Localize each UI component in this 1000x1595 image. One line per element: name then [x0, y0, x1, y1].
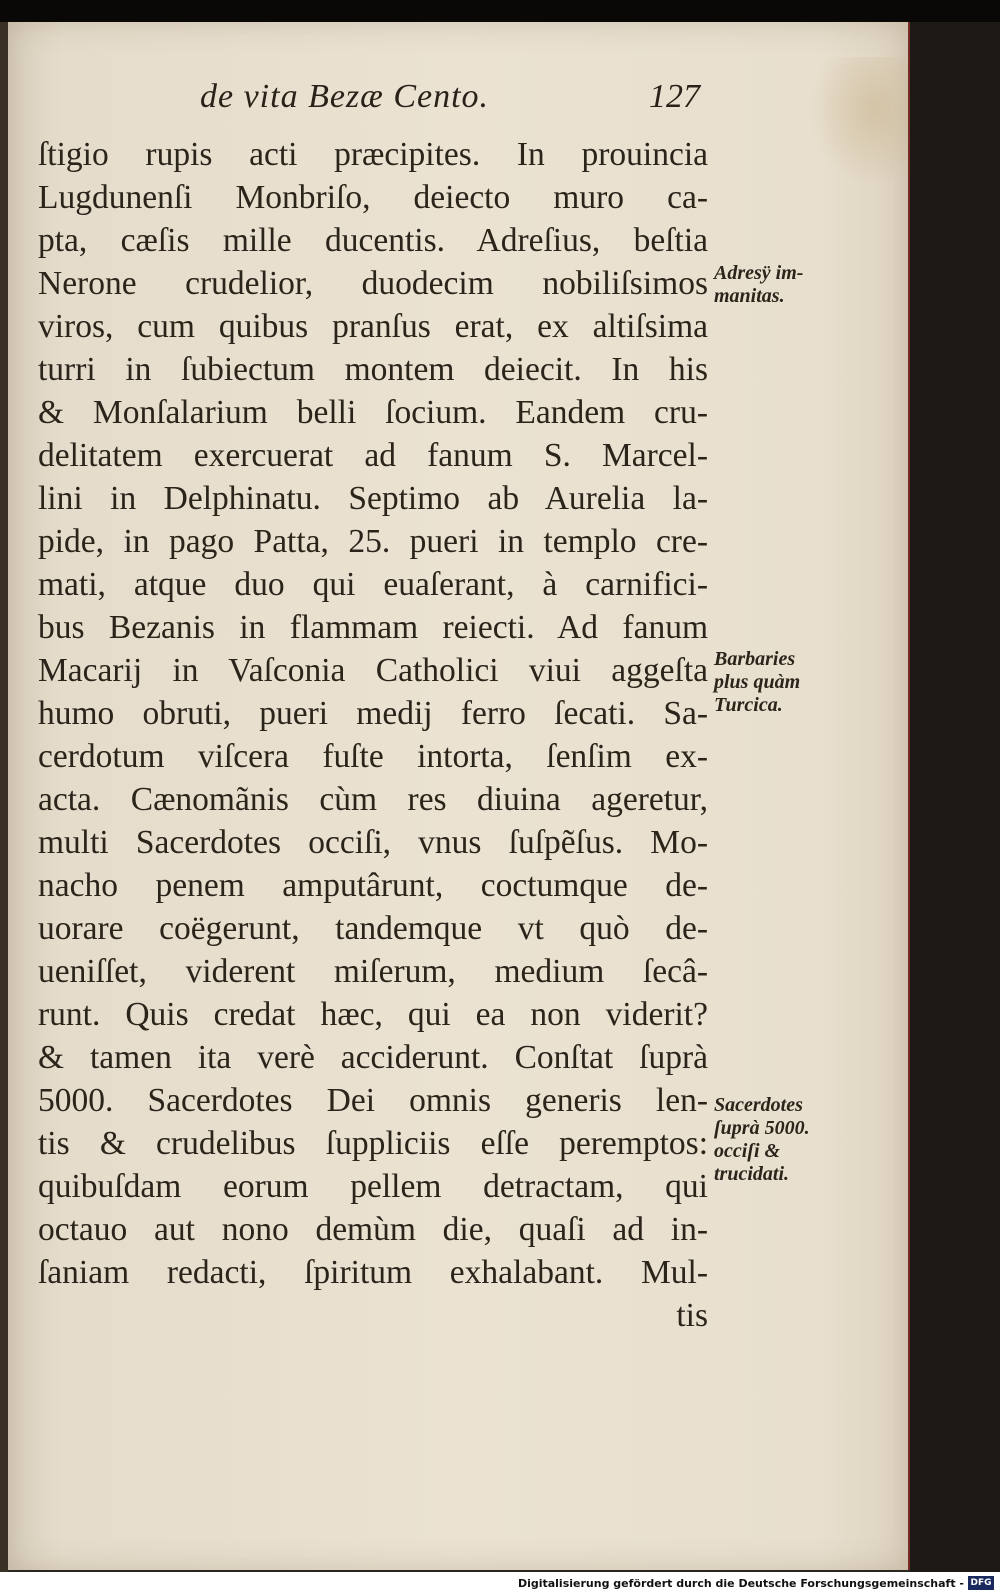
scan-right-border: [910, 22, 1000, 1572]
marginal-line: Turcica.: [714, 694, 783, 716]
text-line: viros, cum quibus pranſus erat, ex altiſsima: [38, 308, 708, 345]
text-line: acta. Cænomãnis cùm res diuina ageretur,: [38, 781, 708, 818]
body-text: [38, 133, 708, 1337]
paper-stain: [808, 57, 918, 187]
catchword: tis: [676, 1297, 708, 1334]
text-line: mati, atque duo qui euaſerant, à carnifici-: [38, 566, 708, 603]
text-line: Lugdunenſi Monbriſo, deiecto muro ca-: [38, 179, 708, 216]
marginal-line: occiſi &: [714, 1140, 781, 1162]
text-line: pta, cæſis mille ducentis. Adreſius, beſtia: [38, 222, 708, 259]
text-line: uorare coëgerunt, tandemque vt quò de-: [38, 910, 708, 947]
text-line: ueniſſet, viderent miſerum, medium ſecâ-: [38, 953, 708, 990]
text-line: lini in Delphinatu. Septimo ab Aurelia la-: [38, 480, 708, 517]
marginal-line: manitas.: [714, 285, 785, 307]
text-line: multi Sacerdotes occiſi, vnus ſuſpẽſus. Mo-: [38, 824, 708, 861]
text-line: ſaniam redacti, ſpiritum exhalabant. Mul-: [38, 1254, 708, 1291]
text-line: 5000. Sacerdotes Dei omnis generis len-: [38, 1082, 708, 1119]
marginal-line: trucidati.: [714, 1163, 790, 1185]
marginal-line: plus quàm: [714, 671, 801, 693]
text-line: cerdotum viſcera fuſte intorta, ſenſim ex-: [38, 738, 708, 775]
text-line: tis & crudelibus ſuppliciis eſſe peremptos:: [38, 1125, 708, 1162]
text-line: Nerone crudelior, duodecim nobiliſsimos: [38, 265, 708, 302]
marginal-note: [714, 1094, 864, 1186]
marginal-line: Barbaries: [714, 648, 796, 670]
running-head: [200, 78, 700, 128]
text-line: & Monſalarium belli ſocium. Eandem cru-: [38, 394, 708, 431]
dfg-logo: DFG: [968, 1576, 994, 1590]
marginal-note: [714, 262, 864, 308]
scan-top-border: [0, 0, 1000, 22]
text-line: bus Bezanis in flammam reiecti. Ad fanum: [38, 609, 708, 646]
marginal-line: Adresÿ im-: [714, 262, 804, 284]
text-line: ſtigio rupis acti præcipites. In prouincia: [38, 136, 708, 173]
text-line: delitatem exercuerat ad fanum S. Marcel-: [38, 437, 708, 474]
text-line: octauo aut nono demùm die, quaſi ad in-: [38, 1211, 708, 1248]
marginal-line: ſuprà 5000.: [714, 1117, 810, 1139]
text-line: pide, in pago Patta, 25. pueri in templo cre-: [38, 523, 708, 560]
footer-credit: Digitalisierung gefördert durch die Deutsche Forschungsgemeinschaft -: [517, 1577, 964, 1590]
running-title: de vita Bezæ Cento.: [200, 78, 490, 115]
text-line: nacho penem amputârunt, coctumque de-: [38, 867, 708, 904]
text-line: quibuſdam eorum pellem detractam, qui: [38, 1168, 708, 1205]
scan-left-border: [0, 22, 8, 1572]
marginal-note: [714, 648, 864, 717]
marginal-line: Sacerdotes: [714, 1094, 803, 1116]
text-line: humo obruti, pueri medij ferro ſecati. Sa-: [38, 695, 708, 732]
text-line: & tamen ita verè acciderunt. Conſtat ſuprà: [38, 1039, 708, 1076]
page-number: 127: [649, 78, 700, 115]
text-line: Macarij in Vaſconia Catholici viui aggeſta: [38, 652, 708, 689]
text-line: runt. Quis credat hæc, qui ea non viderit?: [38, 996, 708, 1033]
text-line: turri in ſubiectum montem deiecit. In his: [38, 351, 708, 388]
